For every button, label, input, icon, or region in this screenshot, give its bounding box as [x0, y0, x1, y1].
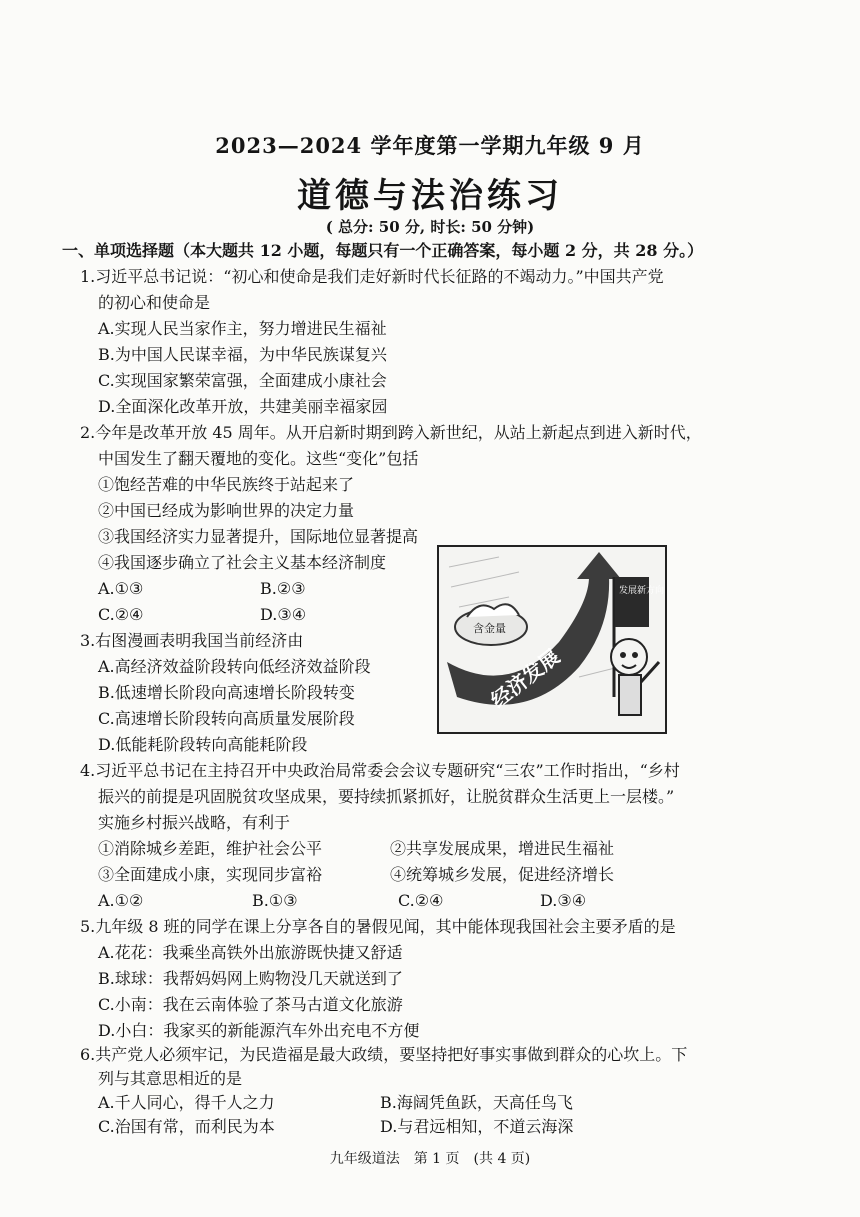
bag-label: 含金量 — [473, 622, 506, 635]
q4-statement-3: ③全面建成小康，实现同步富裕 — [98, 865, 323, 884]
q2-option-d: D.③④ — [260, 605, 307, 624]
person-body — [619, 675, 641, 715]
q4-option-b: B.①③ — [252, 891, 298, 910]
flag — [615, 577, 649, 627]
q1-option-a: A.实现人民当家作主，努力增进民生福祉 — [98, 319, 387, 338]
q6-option-b: B.海阔凭鱼跃，天高任鸟飞 — [380, 1093, 573, 1112]
q6-stem-2: 列与其意思相近的是 — [98, 1069, 243, 1088]
q3-stem: 3.右图漫画表明我国当前经济由 — [80, 631, 304, 650]
title-subject: 道德与法治练习 — [297, 176, 563, 216]
q2-statement-4: ④我国逐步确立了社会主义基本经济制度 — [98, 553, 387, 572]
q2-stem-1: 2.今年是改革开放 45 周年。从开启新时期到跨入新世纪，从站上新起点到进入新时代， — [80, 423, 702, 442]
q2-statement-3: ③我国经济实力显著提升，国际地位显著提高 — [98, 527, 419, 546]
cartoon-drawing — [439, 547, 665, 732]
q4-statement-1: ①消除城乡差距，维护社会公平 — [98, 839, 323, 858]
q3-option-d: D.低能耗阶段转向高能耗阶段 — [98, 735, 308, 754]
q2-option-a: A.①③ — [98, 579, 144, 598]
q1-stem-1: 1.习近平总书记说：“初心和使命是我们走好新时代长征路的不竭动力。”中国共产党 — [80, 267, 664, 286]
q1-option-c: C.实现国家繁荣富强，全面建成小康社会 — [98, 371, 387, 390]
q4-stem-3: 实施乡村振兴战略，有利于 — [98, 813, 291, 832]
q4-option-a: A.①② — [98, 891, 144, 910]
q5-option-b: B.球球：我帮妈妈网上购物没几天就送到了 — [98, 969, 403, 988]
q4-stem-1: 4.习近平总书记在主持召开中央政治局常委会会议专题研究“三农”工作时指出，“乡村 — [80, 761, 680, 780]
q4-statement-4: ④统筹城乡发展，促进经济增长 — [390, 865, 615, 884]
flag-label: 发展新方向 — [619, 586, 665, 596]
q4-stem-2: 振兴的前提是巩固脱贫攻坚成果，要持续抓紧抓好，让脱贫群众生活更上一层楼。” — [98, 787, 675, 806]
q2-statement-2: ②中国已经成为影响世界的决定力量 — [98, 501, 355, 520]
q6-option-c: C.治国有常，而利民为本 — [98, 1117, 275, 1136]
q5-option-c: C.小南：我在云南体验了茶马古道文化旅游 — [98, 995, 403, 1014]
arrow-label: 经济发展 — [486, 644, 565, 713]
q6-option-a: A.千人同心，得千人之力 — [98, 1093, 275, 1112]
q1-option-d: D.全面深化改革开放，共建美丽幸福家园 — [98, 397, 388, 416]
economy-cartoon — [437, 545, 667, 734]
person-head — [611, 639, 647, 675]
section-heading: 一、单项选择题（本大题共 12 小题，每题只有一个正确答案，每小题 2 分，共 28 分。） — [62, 241, 704, 260]
q6-stem-1: 6.共产党人必须牢记，为民造福是最大政绩，要坚持把好事实事做到群众的心坎上。下 — [80, 1045, 688, 1064]
q3-option-c: C.高速增长阶段转向高质量发展阶段 — [98, 709, 355, 728]
q2-option-c: C.②④ — [98, 605, 144, 624]
q2-statement-1: ①饱经苦难的中华民族终于站起来了 — [98, 475, 355, 494]
q5-stem: 5.九年级 8 班的同学在课上分享各自的暑假见闻，其中能体现我国社会主要矛盾的是 — [80, 917, 676, 936]
q1-stem-2: 的初心和使命是 — [98, 293, 211, 312]
q4-option-c: C.②④ — [398, 891, 444, 910]
page-footer: 九年级道法 第 1 页 (共 4 页) — [329, 1151, 531, 1167]
q1-option-b: B.为中国人民谋幸福，为中华民族谋复兴 — [98, 345, 387, 364]
title-year: 2023—2024 学年度第一学期九年级 9 月 — [215, 133, 645, 158]
q2-option-b: B.②③ — [260, 579, 306, 598]
arrow-head — [577, 552, 621, 579]
exam-meta: ( 总分: 50 分, 时长: 50 分钟) — [325, 218, 535, 236]
q4-statement-2: ②共享发展成果，增进民生福祉 — [390, 839, 615, 858]
q4-option-d: D.③④ — [540, 891, 587, 910]
q6-option-d: D.与君远相知，不道云海深 — [380, 1117, 574, 1136]
q3-option-a: A.高经济效益阶段转向低经济效益阶段 — [98, 657, 371, 676]
q2-stem-2: 中国发生了翻天覆地的变化。这些“变化”包括 — [98, 449, 419, 468]
q5-option-d: D.小白：我家买的新能源汽车外出充电不方便 — [98, 1021, 420, 1040]
q3-option-b: B.低速增长阶段向高速增长阶段转变 — [98, 683, 355, 702]
q5-option-a: A.花花：我乘坐高铁外出旅游既快捷又舒适 — [98, 943, 403, 962]
